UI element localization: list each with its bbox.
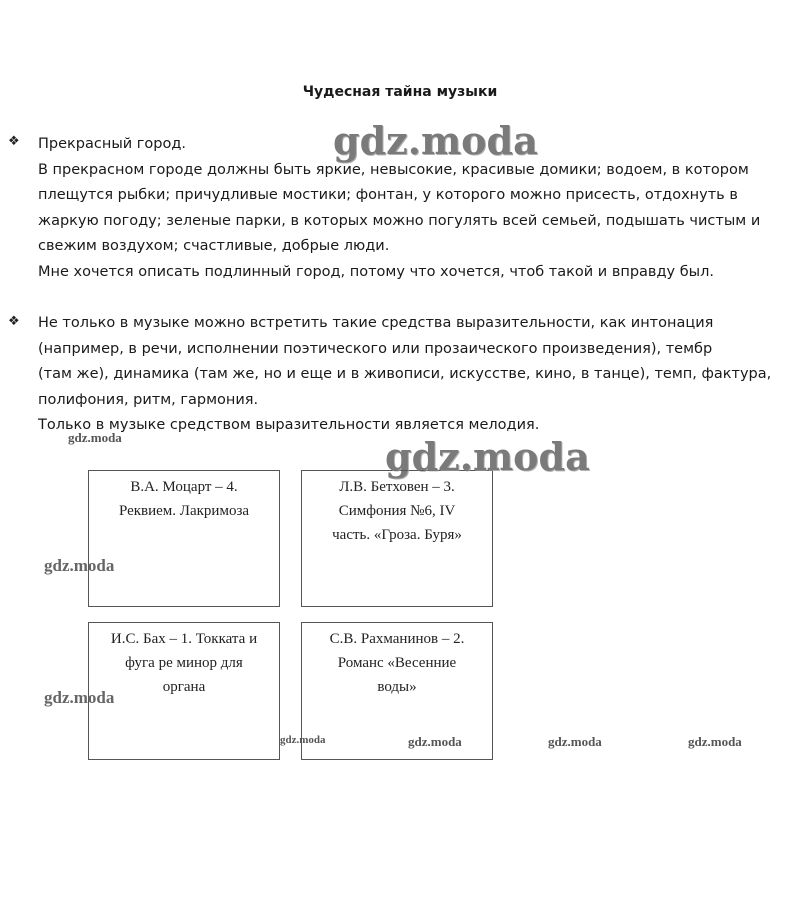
box-line: Романс «Весенние [337,655,457,671]
box-line: часть. «Гроза. Буря» [332,527,462,543]
paragraph-line: свежим воздухом; счастливые, добрые люди. [38,238,390,254]
watermark: gdz.moda [688,734,742,749]
diamond-bullet-icon: ❖ [8,314,20,329]
composer-box-mozart [88,470,280,607]
box-line: С.В. Рахманинов – 2. [329,631,465,647]
paragraph-line: плещутся рыбки; причудливые мостики; фонтан, у которого можно присесть, отдохнуть в [38,187,738,203]
paragraph-line: (например, в речи, исполнении поэтического или прозаического произведения), тембр [38,340,713,357]
box-line: органа [162,679,206,695]
watermark: gdz.moda [280,734,326,746]
paragraph-line: Прекрасный город. [38,136,187,152]
box-line: Л.В. Бетховен – 3. [339,479,455,495]
box-line: воды» [377,679,417,695]
paragraph-line: Только в музыке средством выразительности является мелодия. [38,417,540,433]
box-line: фуга ре минор для [125,655,243,671]
box-line: И.С. Бах – 1. Токката и [110,631,258,647]
box-line: В.А. Моцарт – 4. [130,479,238,495]
box-line: Реквием. Лакримоза [118,503,250,519]
page-title: Чудесная тайна музыки [302,84,498,100]
diamond-bullet-icon: ❖ [8,134,20,149]
section-expressive-means [38,311,772,439]
watermark: gdz.moda [44,556,115,575]
composer-box-rachmaninoff [301,622,493,760]
composer-box-bach [88,622,280,760]
paragraph-line: Мне хочется описать подлинный город, потому что хочется, чтоб такой и вправду был. [38,263,714,280]
watermark: gdz.moda [333,118,538,163]
paragraph-line: (там же), динамика (там же, но и еще и в живописи, искусстве, кино, в танце), темп, фактура, [38,366,772,382]
watermark: gdz.moda [385,434,590,479]
paragraph-line: жаркую погоду; зеленые парки, в которых можно погулять всей семьей, подышать чистым и [38,212,761,229]
box-line: Симфония №6, IV [338,503,456,519]
paragraph-line: Не только в музыке можно встретить такие средства выразительности, как интонация [38,315,714,331]
watermark: gdz.moda [408,734,462,749]
composer-box-beethoven [301,470,493,607]
paragraph-line: полифония, ритм, гармония. [38,391,259,408]
watermark: gdz.moda [548,734,602,749]
paragraph-line: В прекрасном городе должны быть яркие, невысокие, красивые домики; водоем, в котором [38,161,749,178]
watermark: gdz.moda [44,688,115,707]
watermark: gdz.moda [68,430,122,445]
